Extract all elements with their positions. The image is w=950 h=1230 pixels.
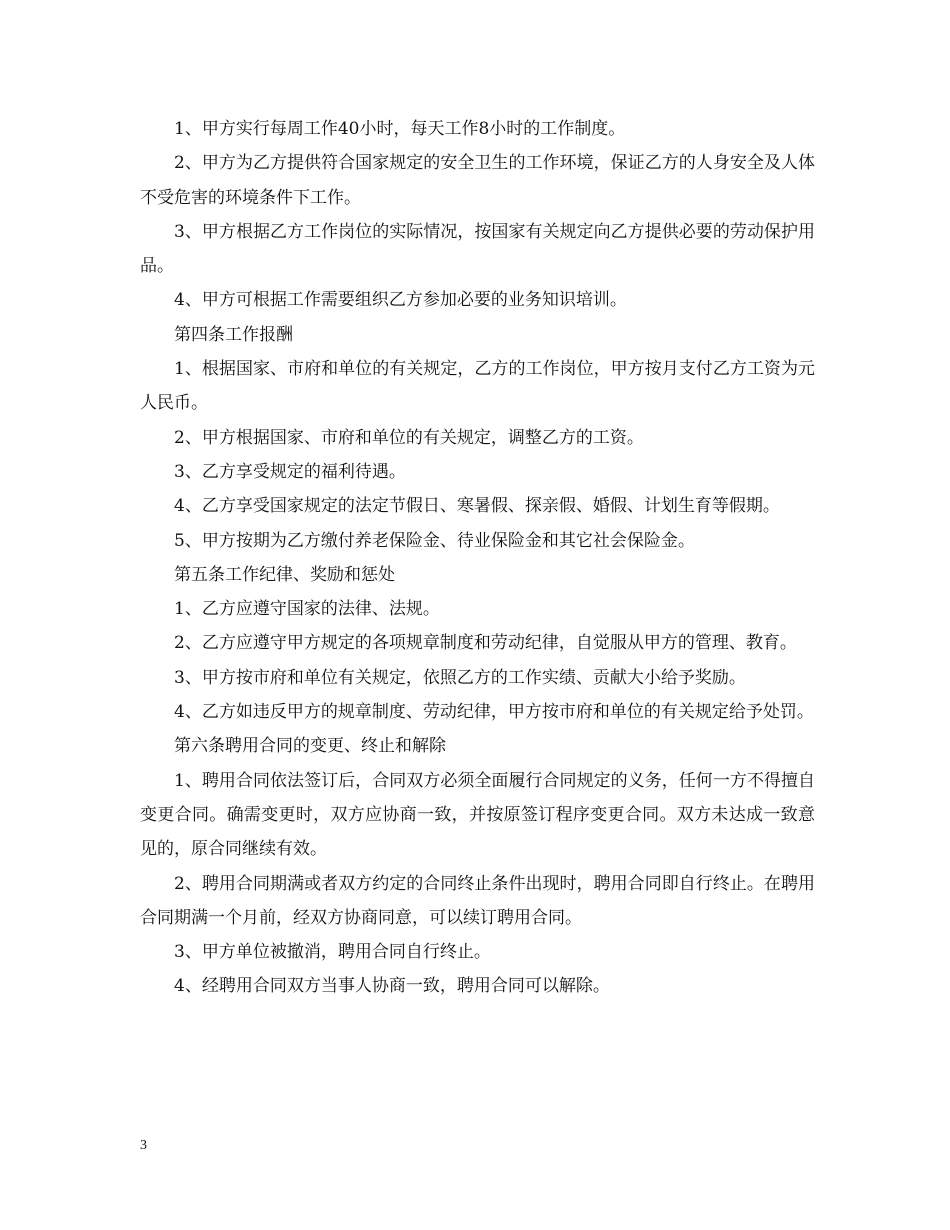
- clause-4-item-5: 5、甲方按期为乙方缴付养老保险金、待业保险金和其它社会保险金。: [174, 530, 695, 551]
- clause-5-item-4: 4、乙方如违反甲方的规章制度、劳动纪律，甲方按市府和单位的有关规定给予处罚。: [174, 702, 814, 723]
- clause-3-item-2: 2、甲方为乙方提供符合国家规定的安全卫生的工作环境，保证乙方的人身安全及人体不受危害的环境条件下工作。: [140, 153, 815, 208]
- clause-3-item-4: 4、甲方可根据工作需要组织乙方参加必要的业务知识培训。: [174, 290, 627, 311]
- clause-6-item-4: 4、经聘用合同双方当事人协商一致，聘用合同可以解除。: [174, 976, 610, 997]
- clause-5-item-1: 1、乙方应遵守国家的法律、法规。: [174, 599, 440, 620]
- page-number: 3: [140, 1138, 147, 1153]
- clause-6-item-3: 3、甲方单位被撤消，聘用合同自行终止。: [174, 942, 491, 963]
- clause-4-item-3: 3、乙方享受规定的福利待遇。: [174, 461, 406, 482]
- clause-4-item-1: 1、根据国家、市府和单位的有关规定，乙方的工作岗位，甲方按月支付乙方工资为元人民币。: [140, 359, 815, 414]
- clause-5-item-3: 3、甲方按市府和单位有关规定，依照乙方的工作实绩、贡献大小给予奖励。: [174, 667, 746, 688]
- clause-4-item-4: 4、乙方享受国家规定的法定节假日、寒暑假、探亲假、婚假、计划生育等假期。: [174, 496, 780, 517]
- section-heading-article-4: 第四条工作报酬: [174, 324, 293, 345]
- clause-6-item-2: 2、聘用合同期满或者双方约定的合同终止条件出现时，聘用合同即自行终止。在聘用合同期满一个月前，经双方协商同意，可以续订聘用合同。: [140, 873, 815, 928]
- clause-5-item-2: 2、乙方应遵守甲方规定的各项规章制度和劳动纪律，自觉服从甲方的管理、教育。: [174, 633, 797, 654]
- document-body: [140, 112, 815, 1004]
- clause-6-item-1: 1、聘用合同依法签订后，合同双方必须全面履行合同规定的义务，任何一方不得擅自变更合同。确需变更时，双方应协商一致，并按原签订程序变更合同。双方未达成一致意见的，原合同继续有效。: [140, 770, 815, 860]
- clause-3-item-1: 1、甲方实行每周工作40小时，每天工作8小时的工作制度。: [174, 119, 626, 139]
- section-heading-article-6: 第六条聘用合同的变更、终止和解除: [174, 736, 446, 757]
- clause-4-item-2: 2、甲方根据国家、市府和单位的有关规定，调整乙方的工资。: [174, 427, 644, 448]
- clause-3-item-3: 3、甲方根据乙方工作岗位的实际情况，按国家有关规定向乙方提供必要的劳动保护用品。: [140, 221, 815, 277]
- section-heading-article-5: 第五条工作纪律、奖励和惩处: [174, 564, 395, 585]
